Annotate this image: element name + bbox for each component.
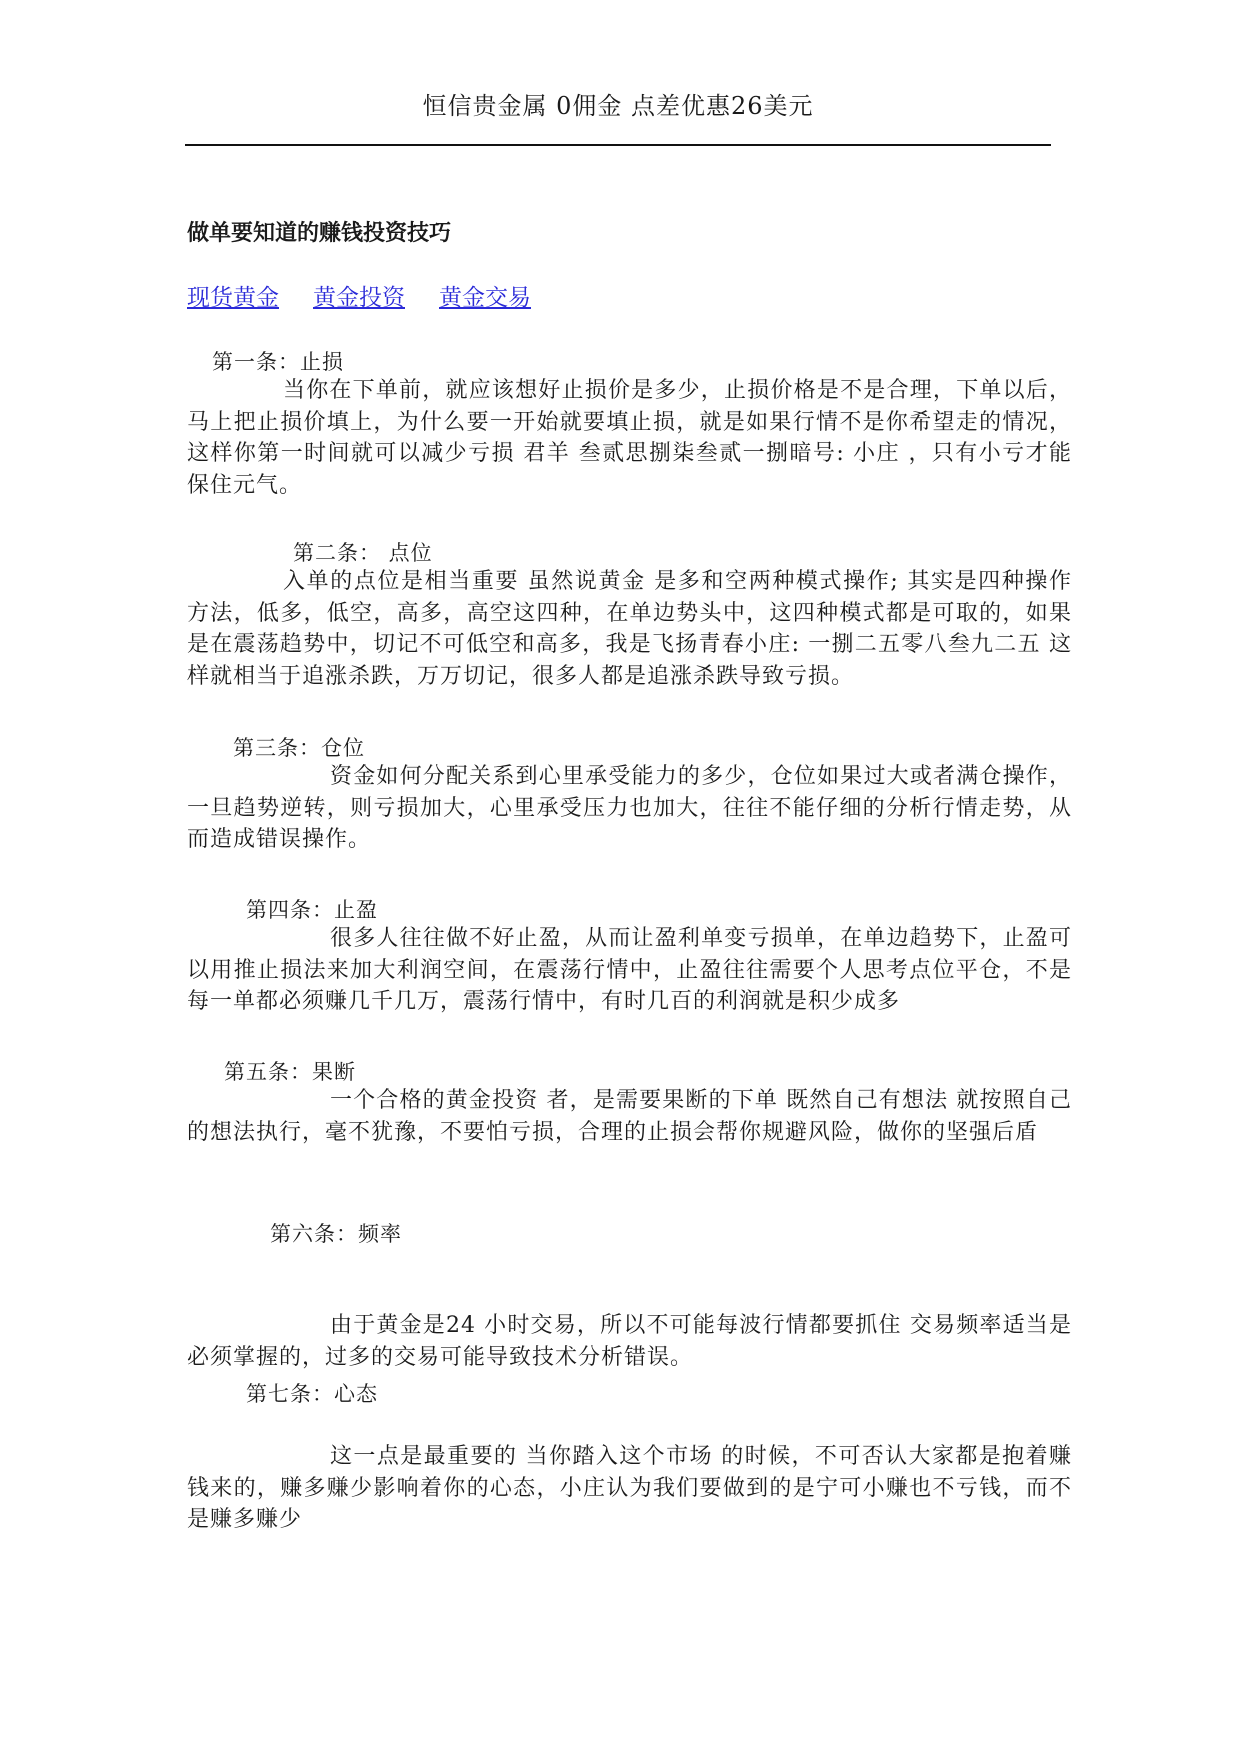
section-body: 一个合格的黄金投资 者，是需要果断的下单 既然自己有想法 就按照自己的想法执行，毫不犹豫，不要怕亏损，合理的止损会帮你规避风险，做你的坚强后盾 <box>187 1088 1072 1145</box>
section-heading: 第二条： 点位 <box>293 541 433 565</box>
section-body: 资金如何分配关系到心里承受能力的多少，仓位如果过大或者满仓操作，一旦趋势逆转，则亏损加大，心里承受压力也加大，往往不能仔细的分析行情走势，从而造成错误操作。 <box>187 764 1072 852</box>
header-divider <box>185 144 1051 146</box>
section-heading: 第七条：心态 <box>246 1382 378 1406</box>
link-spot-gold[interactable]: 现货黄金 <box>187 285 279 311</box>
related-links <box>187 279 531 312</box>
article-title: 做单要知道的赚钱投资技巧 <box>187 220 452 246</box>
section-heading: 第五条：果断 <box>224 1060 356 1084</box>
section-body: 当你在下单前，就应该想好止损价是多少，止损价格是不是合理，下单以后，马上把止损价填上，为什么要一开始就要填止损，就是如果行情不是你希望走的情况，这样你第一时间就可以减少亏损 君羊 叁贰思捌柒叁贰一捌暗号: 小庄 ，只有小亏才能保住元气。 <box>187 378 1072 498</box>
section-body: 很多人往往做不好止盈，从而让盈利单变亏损单，在单边趋势下，止盈可以用推止损法来加大利润空间，在震荡行情中，止盈往往需要个人思考点位平仓，不是每一单都必须赚几千几万，震荡行情中，有时几百的利润就是积少成多 <box>187 926 1072 1014</box>
section-body: 这一点是最重要的 当你踏入这个市场 的时候，不可否认大家都是抱着赚钱来的，赚多赚少影响着你的心态，小庄认为我们要做到的是宁可小赚也不亏钱，而不是赚多赚少 <box>187 1444 1072 1532</box>
section-heading: 第四条：止盈 <box>246 898 378 922</box>
section-body: 入单的点位是相当重要 虽然说黄金 是多和空两种模式操作; 其实是四种操作方法，低多，低空，高多，高空这四种，在单边势头中，这四种模式都是可取的，如果是在震荡趋势中，切记不可低空和高多，我是飞扬青春小庄: 一捌二五零八叁九二五 这样就相当于追涨杀跌，万万切记，很多人都是追涨杀跌导致亏损。 <box>187 569 1072 689</box>
section-heading: 第三条：仓位 <box>233 736 365 760</box>
link-gold-investment[interactable]: 黄金投资 <box>313 285 405 311</box>
section-heading: 第六条：频率 <box>270 1222 402 1246</box>
page-header: 恒信贵金属 0佣金 点差优惠26美元 <box>422 92 814 120</box>
section-body: 由于黄金是24 小时交易，所以不可能每波行情都要抓住 交易频率适当是必须掌握的，过多的交易可能导致技术分析错误。 <box>187 1313 1072 1370</box>
section-heading: 第一条：止损 <box>212 350 344 374</box>
link-gold-trading[interactable]: 黄金交易 <box>439 285 531 311</box>
